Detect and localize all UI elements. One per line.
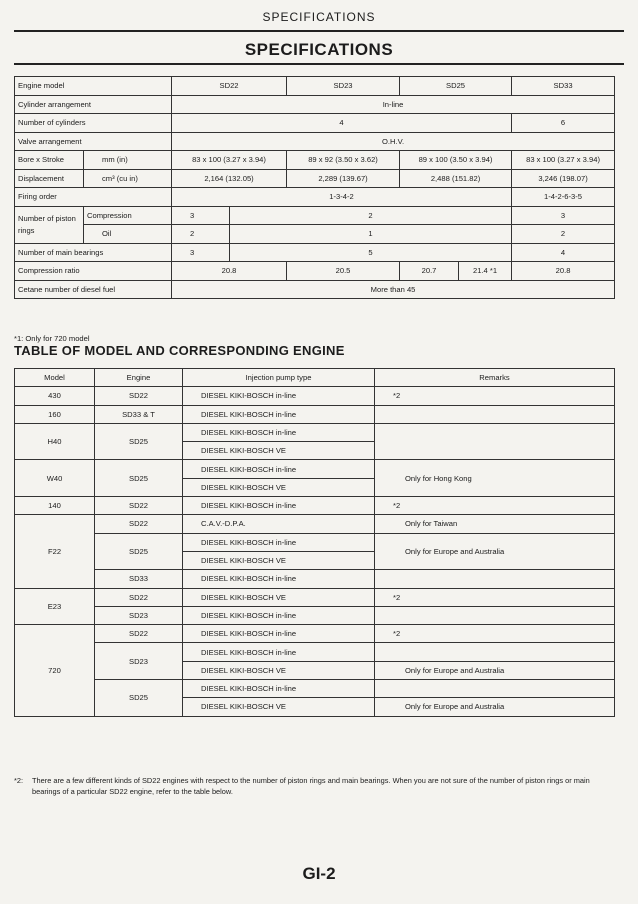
model-table-header [15, 369, 615, 387]
label-engine-model: Engine model [15, 77, 172, 96]
label-piston-rings: Number of piston rings [15, 206, 84, 243]
engine-cell: SD22 [95, 588, 183, 606]
row-valve [15, 132, 615, 151]
table-row [15, 643, 615, 661]
table-row [15, 680, 615, 698]
table-row [15, 387, 615, 405]
pump-cell: DIESEL KIKI-BOSCH VE [183, 442, 375, 460]
remarks-cell: Only for Europe and Australia [375, 533, 615, 570]
pump-cell: DIESEL KIKI-BOSCH in-line [183, 625, 375, 643]
bore-sd33: 83 x 100 (3.27 x 3.94) [512, 151, 615, 170]
model-table-title: TABLE OF MODEL AND CORRESPONDING ENGINE [14, 343, 345, 358]
pump-cell: DIESEL KIKI-BOSCH in-line [183, 405, 375, 423]
model-sd23: SD23 [287, 77, 400, 96]
row-cylinders [15, 114, 615, 133]
footnote-720: *1: Only for 720 model [14, 334, 90, 343]
pump-cell: DIESEL KIKI-BOSCH in-line [183, 606, 375, 624]
model-cell: W40 [15, 460, 95, 497]
model-cell: 720 [15, 625, 95, 716]
model-cell: 430 [15, 387, 95, 405]
displacement-sd23: 2,289 (139.67) [287, 169, 400, 188]
table-row [15, 588, 615, 606]
row-cetane [15, 280, 615, 299]
label-cylinder-arrangement: Cylinder arrangement [15, 95, 172, 114]
table-row [15, 497, 615, 515]
row-cylinder-arrangement [15, 95, 615, 114]
rings-oil-sd22: 2 [172, 225, 230, 244]
engine-cell: SD33 & T [95, 405, 183, 423]
header-remarks: Remarks [375, 369, 615, 387]
row-bore-stroke [15, 151, 615, 170]
engine-cell: SD25 [95, 680, 183, 717]
remarks-cell [375, 606, 615, 624]
unit-displacement: cm³ (cu in) [84, 169, 172, 188]
remarks-cell [375, 405, 615, 423]
header-pump: Injection pump type [183, 369, 375, 387]
bore-sd22: 83 x 100 (3.27 x 3.94) [172, 151, 287, 170]
row-firing-order [15, 188, 615, 207]
pump-cell: DIESEL KIKI-BOSCH in-line [183, 533, 375, 551]
engine-cell: SD33 [95, 570, 183, 588]
ratio-sd23: 20.5 [287, 262, 400, 281]
header-engine: Engine [95, 369, 183, 387]
rings-compression-sd33: 3 [512, 206, 615, 225]
ratio-sd33: 20.8 [512, 262, 615, 281]
pump-cell: DIESEL KIKI-BOSCH VE [183, 478, 375, 496]
page-number: GI-2 [302, 864, 336, 883]
table-row [15, 405, 615, 423]
label-compression: Compression [84, 206, 172, 225]
model-cell: 140 [15, 497, 95, 515]
label-cetane: Cetane number of diesel fuel [15, 280, 172, 299]
model-sd22: SD22 [172, 77, 287, 96]
label-cylinders: Number of cylinders [15, 114, 172, 133]
label-displacement: Displacement [15, 169, 84, 188]
specifications-table [14, 76, 615, 299]
pump-cell: DIESEL KIKI-BOSCH VE [183, 551, 375, 569]
bearings-sd23-sd25: 5 [230, 243, 512, 262]
label-valve: Valve arrangement [15, 132, 172, 151]
remarks-cell: Only for Taiwan [375, 515, 615, 533]
page-title: SPECIFICATIONS [244, 40, 394, 59]
value-cylinders-6: 6 [512, 114, 615, 133]
model-cell: 160 [15, 405, 95, 423]
engine-cell: SD25 [95, 423, 183, 460]
value-cylinder-arrangement: In-line [172, 95, 615, 114]
value-valve: O.H.V. [172, 132, 615, 151]
ratio-sd22: 20.8 [172, 262, 287, 281]
label-oil: Oil [84, 225, 172, 244]
engine-cell: SD22 [95, 625, 183, 643]
table-row [15, 515, 615, 533]
model-sd33: SD33 [512, 77, 615, 96]
remarks-cell: Only for Europe and Australia [375, 661, 615, 679]
label-bore-stroke: Bore x Stroke [15, 151, 84, 170]
engine-cell: SD25 [95, 460, 183, 497]
rings-oil-sd23-sd25: 1 [230, 225, 512, 244]
bore-sd25: 89 x 100 (3.50 x 3.94) [400, 151, 512, 170]
footnote-mark: *2: [14, 776, 24, 785]
footnote-text: There are a few different kinds of SD22 engines with respect to the number of piston rings and main bearings. When you are not sure of the number of piston rings or main bearings of a particular SD22 engine, refer to the table below. [32, 776, 590, 796]
footnote-sd22 [14, 776, 619, 797]
pump-cell: DIESEL KIKI-BOSCH in-line [183, 643, 375, 661]
table-row [15, 606, 615, 624]
row-piston-rings-compression [15, 206, 615, 225]
label-compression-ratio: Compression ratio [15, 262, 172, 281]
value-cetane: More than 45 [172, 280, 615, 299]
rings-oil-sd33: 2 [512, 225, 615, 244]
pump-cell: DIESEL KIKI-BOSCH in-line [183, 460, 375, 478]
row-piston-rings-oil [15, 225, 615, 244]
row-engine-model [15, 77, 615, 96]
label-firing-order: Firing order [15, 188, 172, 207]
remarks-cell: *2 [375, 497, 615, 515]
header-rule-bottom [14, 63, 624, 65]
table-row [15, 570, 615, 588]
ratio-sd25-720: 21.4 *1 [459, 262, 512, 281]
model-sd25: SD25 [400, 77, 512, 96]
row-displacement [15, 169, 615, 188]
table-row [15, 533, 615, 551]
remarks-cell [375, 423, 615, 460]
remarks-cell [375, 643, 615, 661]
engine-cell: SD22 [95, 515, 183, 533]
model-cell: H40 [15, 423, 95, 460]
section-header: SPECIFICATIONS [262, 10, 376, 24]
engine-cell: SD23 [95, 643, 183, 680]
model-engine-table [14, 368, 615, 717]
firing-order-4cyl: 1-3-4-2 [172, 188, 512, 207]
model-cell: F22 [15, 515, 95, 588]
remarks-cell [375, 680, 615, 698]
ratio-sd25: 20.7 [400, 262, 459, 281]
pump-cell: DIESEL KIKI-BOSCH VE [183, 698, 375, 716]
remarks-cell: *2 [375, 387, 615, 405]
remarks-cell [375, 570, 615, 588]
pump-cell: DIESEL KIKI-BOSCH in-line [183, 497, 375, 515]
bearings-sd33: 4 [512, 243, 615, 262]
model-cell: E23 [15, 588, 95, 625]
engine-cell: SD23 [95, 606, 183, 624]
remarks-cell: *2 [375, 625, 615, 643]
pump-cell: DIESEL KIKI-BOSCH in-line [183, 680, 375, 698]
value-cylinders-4: 4 [172, 114, 512, 133]
remarks-cell: Only for Europe and Australia [375, 698, 615, 716]
remarks-cell: Only for Hong Kong [375, 460, 615, 497]
pump-cell: DIESEL KIKI-BOSCH VE [183, 588, 375, 606]
table-row [15, 423, 615, 441]
displacement-sd25: 2,488 (151.82) [400, 169, 512, 188]
table-row [15, 460, 615, 478]
engine-cell: SD25 [95, 533, 183, 570]
table-row [15, 625, 615, 643]
row-main-bearings [15, 243, 615, 262]
rings-compression-sd22: 3 [172, 206, 230, 225]
pump-cell: DIESEL KIKI-BOSCH in-line [183, 423, 375, 441]
bore-sd23: 89 x 92 (3.50 x 3.62) [287, 151, 400, 170]
pump-cell: DIESEL KIKI-BOSCH in-line [183, 387, 375, 405]
engine-cell: SD22 [95, 497, 183, 515]
displacement-sd22: 2,164 (132.05) [172, 169, 287, 188]
firing-order-6cyl: 1-4-2-6-3-5 [512, 188, 615, 207]
header-model: Model [15, 369, 95, 387]
remarks-cell: *2 [375, 588, 615, 606]
pump-cell: DIESEL KIKI-BOSCH in-line [183, 570, 375, 588]
engine-cell: SD22 [95, 387, 183, 405]
label-main-bearings: Number of main bearings [15, 243, 172, 262]
bearings-sd22: 3 [172, 243, 230, 262]
displacement-sd33: 3,246 (198.07) [512, 169, 615, 188]
row-compression-ratio [15, 262, 615, 281]
unit-bore-stroke: mm (in) [84, 151, 172, 170]
pump-cell: DIESEL KIKI-BOSCH VE [183, 661, 375, 679]
rings-compression-sd23-sd25: 2 [230, 206, 512, 225]
pump-cell: C.A.V.-D.P.A. [183, 515, 375, 533]
header-rule-top [14, 30, 624, 32]
